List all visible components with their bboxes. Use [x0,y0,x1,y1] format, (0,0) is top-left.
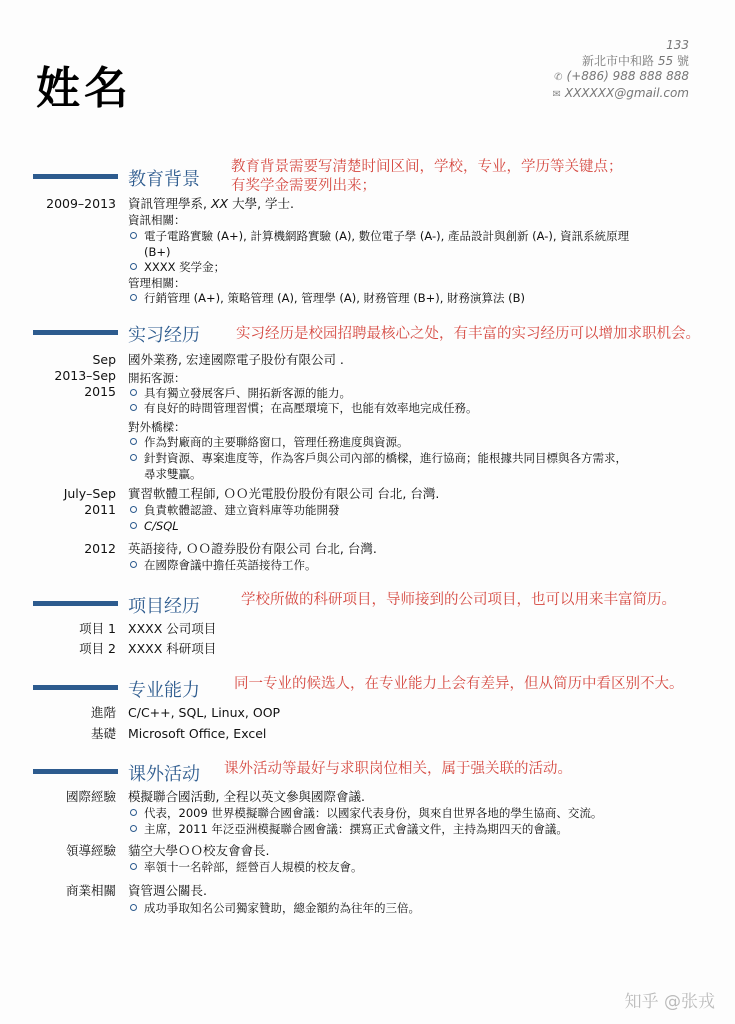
section-title-education: 教育背景 [128,169,200,190]
activity1-label: 國際經驗 [65,789,116,804]
section-bar-skills [33,685,118,690]
resume-name: 姓名 [36,63,132,114]
edu-degree: 資訊管理學系, XX 大學, 学士. [128,196,295,211]
email-line: ✉ XXXXXX@gmail.com [552,85,689,100]
project2-value: XXXX 科研项目 [128,641,217,656]
phone-icon: ✆ [554,72,563,83]
edu-subheading-mgmt: 管理相關： [128,276,186,290]
project2-label: 项目 2 [79,641,116,656]
list-item: 率領十一名幹部，經營百人規模的校友會。 [130,860,363,876]
annotation-internship: 实习经历是校园招聘最核心之处，有丰富的实习经历可以增加求职机会。 [236,326,700,342]
list-item: 負責軟體認證、建立資料庫等功能開發 [130,503,340,519]
list-item: 在國際會議中擔任英語接待工作。 [130,558,317,574]
list-item: 電子電路實驗 (A+), 計算機網路實驗 (A), 數位電子學 (A-), 產品設計與創新 (A-), 資訊系統原理 (B+) [130,229,629,260]
activity3-label: 商業相關 [65,883,116,898]
list-item: 作為對廠商的主要聯絡窗口，管理任務進度與資源。 [130,435,409,451]
skill-basic-label: 基礎 [90,726,116,741]
section-title-internship: 实习经历 [128,325,200,346]
section-bar-education [33,174,118,179]
activity1-value: 模擬聯合國活動, 全程以英文參與國際會議. [128,789,365,804]
section-bar-projects [33,601,118,606]
annotation-skills: 同一专业的候选人，在专业能力上会有差异，但从简历中看区别不大。 [234,676,684,692]
list-item: 主席，2011 年泛亞洲模擬聯合國會議：撰寫正式會議文件，主持為期四天的會議。 [130,822,568,838]
activity2-value: 貓空大學ＯＯ校友會會長. [128,843,270,858]
intern1-date: Sep 2013–Sep 2015 [54,352,116,399]
section-title-projects: 项目经历 [128,596,200,617]
skill-advanced-value: C/C++, SQL, Linux, OOP [128,705,281,720]
contact-block [553,38,690,102]
intern1-sub2: 對外橋樑： [128,420,186,434]
list-item: 有良好的時間管理習慣；在高壓環境下，也能有效率地完成任務。 [130,401,478,417]
annotation-activities: 课外活动等最好与求职岗位相关，属于强关联的活动。 [224,761,572,777]
skill-advanced-label: 進階 [90,705,116,720]
phone-line: ✆ (+886) 988 888 888 [554,69,689,83]
address-number: 133 [666,38,689,52]
annotation-education-2: 有奖学金需要列出来； [231,178,376,194]
list-item: XXXX 奖学金； [130,260,225,276]
envelope-icon: ✉ [552,88,561,100]
edu-date: 2009–2013 [46,196,116,211]
list-item: 行銷管理 (A+), 策略管理 (A), 管理學 (A), 財務管理 (B+), 財務演算法 (B) [130,291,525,307]
edu-subheading-it: 資訊相關： [128,213,186,227]
list-item: 成功爭取知名公司獨家贊助，總金額約為往年的三倍。 [130,901,420,917]
section-bar-internship [33,330,118,335]
intern3-date: 2012 [84,541,116,556]
intern3-title: 英語接待, ＯＯ證券股份有限公司 台北, 台灣. [128,541,377,556]
activity2-label: 領導經驗 [65,843,116,858]
list-item: 具有獨立發展客戶、開拓新客源的能力。 [130,386,351,402]
section-title-skills: 专业能力 [128,680,200,701]
annotation-projects: 学校所做的科研项目，导师接到的公司项目，也可以用来丰富简历。 [241,592,676,608]
project1-label: 项目 1 [79,621,116,636]
address-line: 新北市中和路 55 號 [582,53,689,68]
intern1-title: 國外業務, 宏達國際電子股份有限公司 . [128,352,344,367]
watermark: 知乎 @张戎 [624,992,715,1012]
list-item: 針對資源、專案進度等，作為客戶與公司內部的橋樑，進行協商；能根據共同目標與各方需求， 尋求雙贏。 [130,451,627,482]
intern2-date: July–Sep 2011 [63,486,116,517]
intern1-sub1: 開拓客源： [128,371,186,385]
skill-basic-value: Microsoft Office, Excel [128,726,267,741]
intern2-title: 實習軟體工程師, ＯＯ光電股份股份有限公司 台北, 台灣. [128,486,440,501]
list-item: C/SQL [130,519,179,535]
list-item: 代表，2009 世界模擬聯合國會議：以國家代表身份，與來自世界各地的學生協商、交流。 [130,806,602,822]
activity3-value: 資管週公關長. [128,883,207,898]
annotation-education-1: 教育背景需要写清楚时间区间，学校，专业，学历等关键点； [231,159,623,175]
section-bar-activities [33,769,118,774]
section-title-activities: 课外活动 [128,764,200,785]
project1-value: XXXX 公司项目 [128,621,217,636]
